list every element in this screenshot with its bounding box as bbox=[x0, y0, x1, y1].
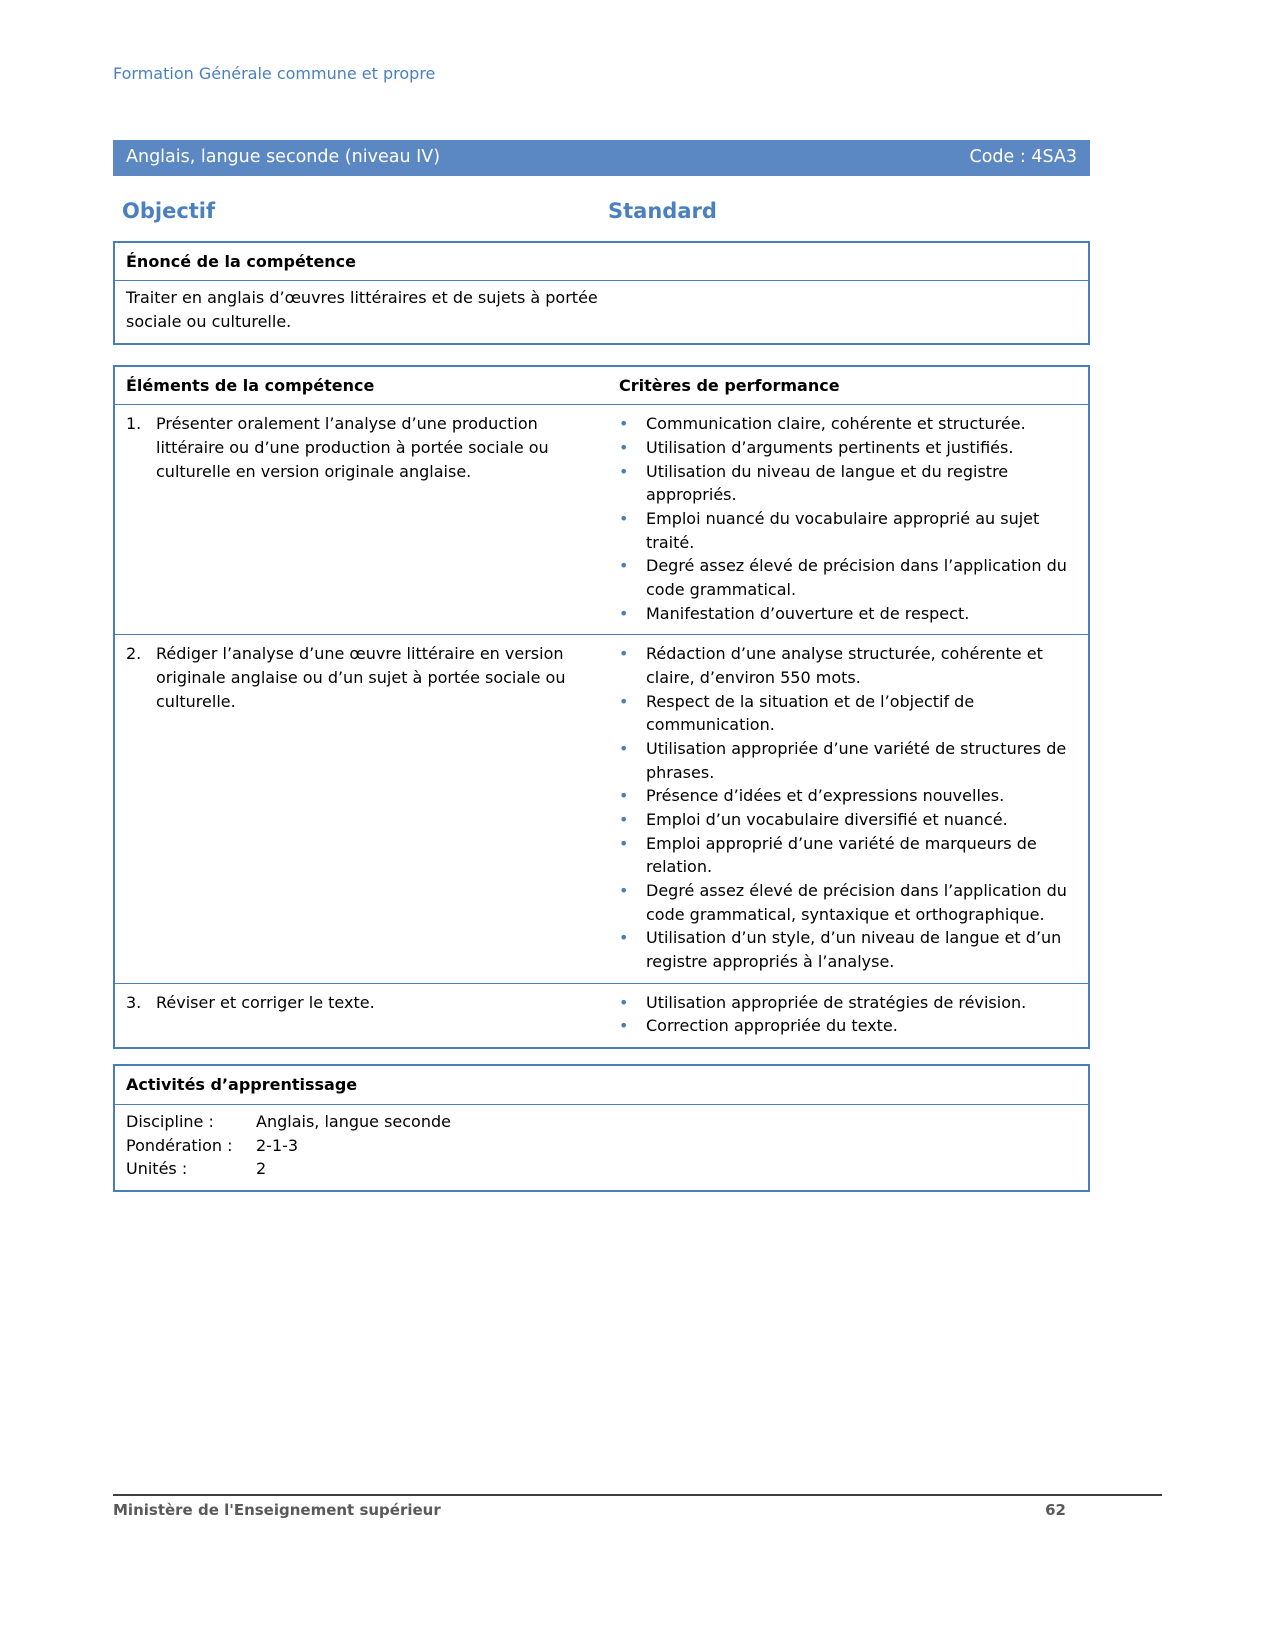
bullet-icon: • bbox=[619, 833, 629, 853]
critere-text: Emploi d’un vocabulaire diversifié et nuancé. bbox=[646, 810, 1008, 830]
critere-item bbox=[608, 737, 1080, 784]
critere-text: Respect de la situation et de l’objectif de communication. bbox=[646, 691, 975, 735]
critere-item bbox=[608, 602, 1080, 626]
activites-label: Discipline : bbox=[126, 1111, 214, 1131]
enonce-body bbox=[115, 281, 1088, 342]
critere-text: Utilisation d’un style, d’un niveau de langue et d’un registre appropriés à l’analyse. bbox=[646, 928, 1062, 972]
bullet-icon: • bbox=[619, 739, 629, 759]
footer-page-number: 62 bbox=[1045, 1501, 1066, 1519]
critere-text: Présence d’idées et d’expressions nouvelles. bbox=[646, 786, 1005, 806]
critere-item bbox=[608, 412, 1080, 436]
critere-text: Utilisation appropriée de stratégies de révision. bbox=[646, 992, 1027, 1012]
critere-item bbox=[608, 832, 1080, 879]
bullet-icon: • bbox=[619, 928, 629, 948]
activites-value: 2-1-3 bbox=[256, 1135, 299, 1155]
critere-text: Emploi nuancé du vocabulaire approprié au sujet traité. bbox=[646, 509, 1040, 552]
activites-row bbox=[126, 1110, 1077, 1134]
critere-text: Communication claire, cohérente et structurée. bbox=[646, 414, 1026, 434]
document-header: Formation Générale commune et propre bbox=[113, 64, 436, 83]
bullet-icon: • bbox=[619, 644, 629, 664]
bullet-icon: • bbox=[619, 461, 629, 481]
critere-text: Utilisation appropriée d’une variété de structures de phrases. bbox=[646, 739, 1067, 782]
enonce-title: Énoncé de la compétence bbox=[115, 243, 1088, 282]
bullet-icon: • bbox=[619, 414, 629, 434]
course-code: Code : 4SA3 bbox=[969, 146, 1077, 167]
critere-item bbox=[608, 690, 1080, 737]
critere-item bbox=[608, 507, 1080, 554]
activites-box bbox=[113, 1064, 1090, 1192]
element-number: 2. bbox=[126, 644, 142, 664]
critere-item bbox=[608, 991, 1080, 1015]
element-cell bbox=[115, 635, 608, 982]
standard-heading: Standard bbox=[608, 198, 717, 223]
enonce-text: Traiter en anglais d’œuvres littéraires et de sujets à portée sociale ou culturelle. bbox=[126, 288, 598, 332]
activites-label: Unités : bbox=[126, 1159, 188, 1179]
critere-item bbox=[608, 808, 1080, 832]
table-row bbox=[115, 405, 1088, 635]
critere-item bbox=[608, 642, 1080, 689]
bullet-icon: • bbox=[619, 881, 629, 901]
critere-text: Utilisation du niveau de langue et du registre appropriés. bbox=[646, 461, 1009, 505]
criteres-list bbox=[608, 405, 1088, 634]
activites-row bbox=[126, 1157, 1077, 1181]
activites-value: Anglais, langue seconde bbox=[256, 1111, 451, 1131]
activites-title: Activités d’apprentissage bbox=[115, 1066, 1088, 1105]
critere-text: Correction appropriée du texte. bbox=[646, 1016, 898, 1036]
table-header-row bbox=[115, 367, 1088, 406]
bullet-icon: • bbox=[619, 556, 629, 576]
bullet-icon: • bbox=[619, 1016, 629, 1036]
critere-item bbox=[608, 1014, 1080, 1038]
criteres-column-header: Critères de performance bbox=[619, 375, 840, 395]
bullet-icon: • bbox=[619, 992, 629, 1012]
critere-text: Rédaction d’une analyse structurée, cohérente et claire, d’environ 550 mots. bbox=[646, 644, 1043, 688]
critere-item bbox=[608, 460, 1080, 507]
table-row bbox=[115, 635, 1088, 983]
element-text: Rédiger l’analyse d’une œuvre littéraire en version originale anglaise ou d’un sujet à portée sociale ou culturelle. bbox=[156, 644, 566, 711]
bullet-icon: • bbox=[619, 603, 629, 623]
activites-body bbox=[115, 1105, 1088, 1190]
course-banner bbox=[113, 140, 1090, 176]
critere-item bbox=[608, 436, 1080, 460]
bullet-icon: • bbox=[619, 786, 629, 806]
activites-row bbox=[126, 1134, 1077, 1158]
bullet-icon: • bbox=[619, 691, 629, 711]
element-text: Réviser et corriger le texte. bbox=[156, 992, 375, 1012]
table-row bbox=[115, 984, 1088, 1047]
element-cell bbox=[115, 405, 608, 634]
elements-column-header: Éléments de la compétence bbox=[126, 375, 375, 395]
activites-label: Pondération : bbox=[126, 1135, 233, 1155]
activites-value: 2 bbox=[256, 1159, 267, 1179]
critere-text: Degré assez élevé de précision dans l’application du code grammatical. bbox=[646, 556, 1067, 600]
course-title: Anglais, langue seconde (niveau IV) bbox=[126, 146, 441, 167]
criteres-list bbox=[608, 635, 1088, 982]
criteres-list bbox=[608, 984, 1088, 1047]
footer-ministry: Ministère de l'Enseignement supérieur bbox=[113, 1501, 441, 1519]
critere-item bbox=[608, 926, 1080, 973]
element-number: 3. bbox=[126, 992, 142, 1012]
page-footer bbox=[113, 1494, 1162, 1521]
competence-table bbox=[113, 365, 1090, 1049]
critere-item bbox=[608, 554, 1080, 601]
critere-text: Manifestation d’ouverture et de respect. bbox=[646, 603, 970, 623]
competence-rows bbox=[115, 405, 1088, 1047]
critere-item bbox=[608, 879, 1080, 926]
element-number: 1. bbox=[126, 414, 142, 434]
enonce-box bbox=[113, 241, 1090, 345]
page-content bbox=[113, 0, 1090, 1192]
critere-text: Utilisation d’arguments pertinents et justifiés. bbox=[646, 438, 1014, 458]
critere-text: Emploi approprié d’une variété de marqueurs de relation. bbox=[646, 833, 1037, 877]
element-text: Présenter oralement l’analyse d’une production littéraire ou d’une production à portée sociale ou culturelle en version originale anglaise. bbox=[156, 414, 549, 481]
critere-item bbox=[608, 784, 1080, 808]
bullet-icon: • bbox=[619, 438, 629, 458]
objectif-heading: Objectif bbox=[122, 198, 216, 223]
section-headings bbox=[113, 196, 1090, 226]
bullet-icon: • bbox=[619, 509, 629, 529]
critere-text: Degré assez élevé de précision dans l’application du code grammatical, syntaxique et orthographique. bbox=[646, 881, 1067, 924]
element-cell bbox=[115, 984, 608, 1047]
bullet-icon: • bbox=[619, 810, 629, 830]
